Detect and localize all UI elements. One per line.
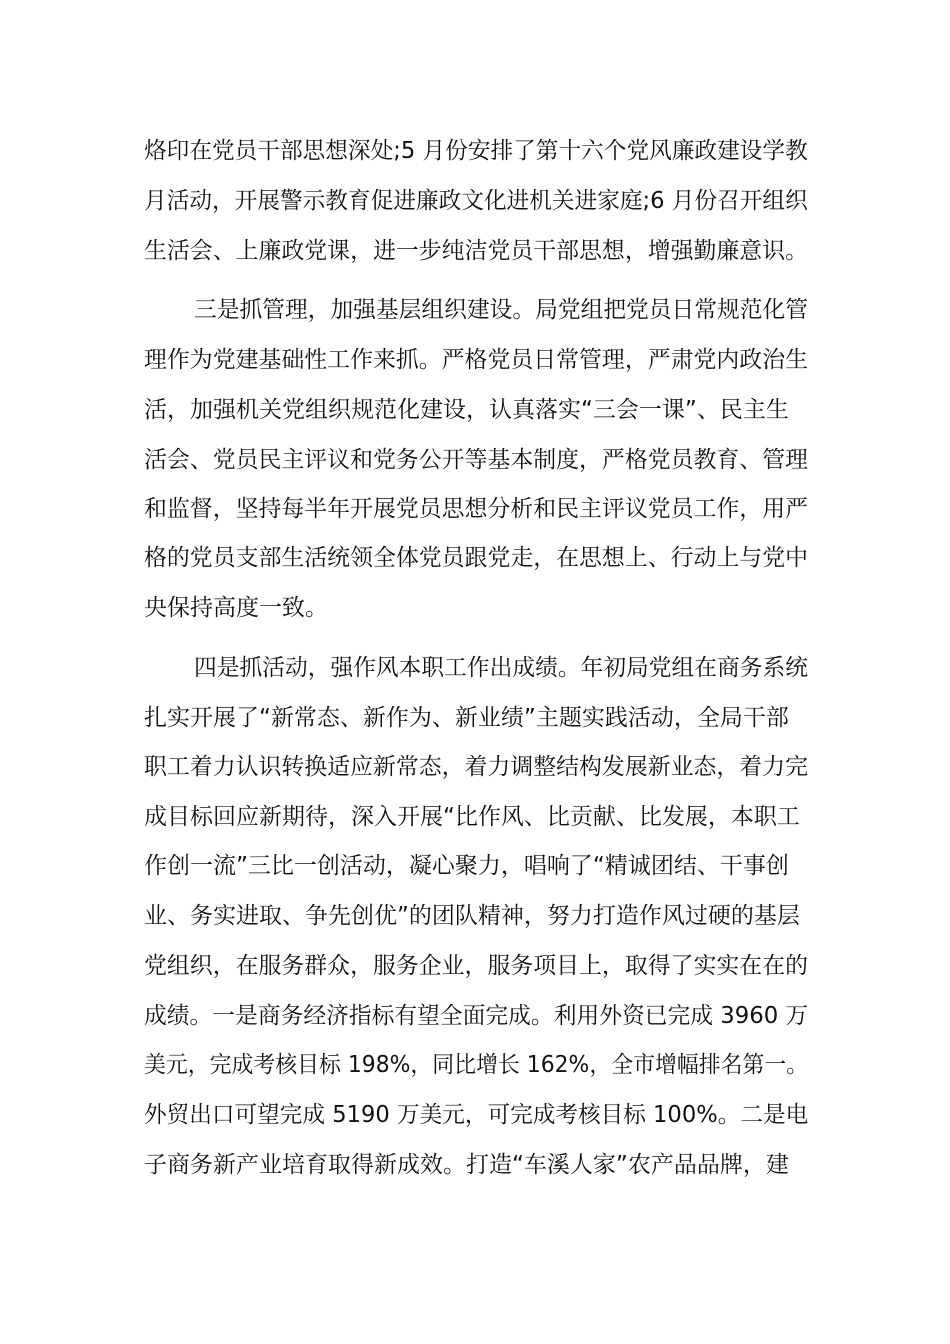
text-line: 生活会、上廉政党课，进一步纯洁党员干部思想，增强勤廉意识。 (144, 238, 808, 264)
text-line: 扎实开展了“新常态、新作为、新业绩”主题实践活动，全局干部 (144, 705, 789, 731)
text-line: 和监督，坚持每半年开展党员思想分析和民主评议党员工作，用严 (144, 496, 808, 522)
text-line: 职工着力认识转换适应新常态，着力调整结构发展新业态，着力完 (144, 754, 808, 780)
text-line: 活，加强机关党组织规范化建设，认真落实“三会一课”、民主生 (144, 397, 789, 423)
text-line: 外贸出口可望完成 5190 万美元，可完成考核目标 100%。二是电 (144, 1102, 809, 1128)
text-line: 成目标回应新期待，深入开展“比作风、比贡献、比发展，本职工 (144, 804, 800, 830)
paragraph-start-line: 三是抓管理，加强基层组织建设。局党组把党员日常规范化管 (194, 297, 808, 323)
text-line: 作创一流”三比一创活动，凝心聚力，唱响了“精诚团结、干事创 (144, 853, 789, 879)
text-line: 央保持高度一致。 (144, 595, 328, 621)
text-line: 美元，完成考核目标 198%，同比增长 162%，全市增幅排名第一。 (144, 1052, 809, 1078)
text-line: 烙印在党员干部思想深处;5 月份安排了第十六个党风廉政建设学教 (144, 138, 808, 164)
text-line: 活会、党员民主评议和党务公开等基本制度，严格党员教育、管理 (144, 447, 808, 473)
text-line: 格的党员支部生活统领全体党员跟党走，在思想上、行动上与党中 (144, 545, 808, 571)
text-line: 月活动，开展警示教育促进廉政文化进机关进家庭;6 月份召开组织 (144, 188, 808, 214)
text-line: 子商务新产业培育取得新成效。打造“车溪人家”农产品品牌，建 (144, 1152, 789, 1178)
text-line: 党组织，在服务群众，服务企业，服务项目上，取得了实实在在的 (144, 953, 808, 979)
text-line: 业、务实进取、争先创优”的团队精神，努力打造作风过硬的基层 (144, 903, 800, 929)
text-line: 理作为党建基础性工作来抓。严格党员日常管理，严肃党内政治生 (144, 347, 808, 373)
text-line: 成绩。一是商务经济指标有望全面完成。利用外资已完成 3960 万 (144, 1003, 809, 1029)
paragraph-start-line: 四是抓活动，强作风本职工作出成绩。年初局党组在商务系统 (194, 655, 808, 681)
